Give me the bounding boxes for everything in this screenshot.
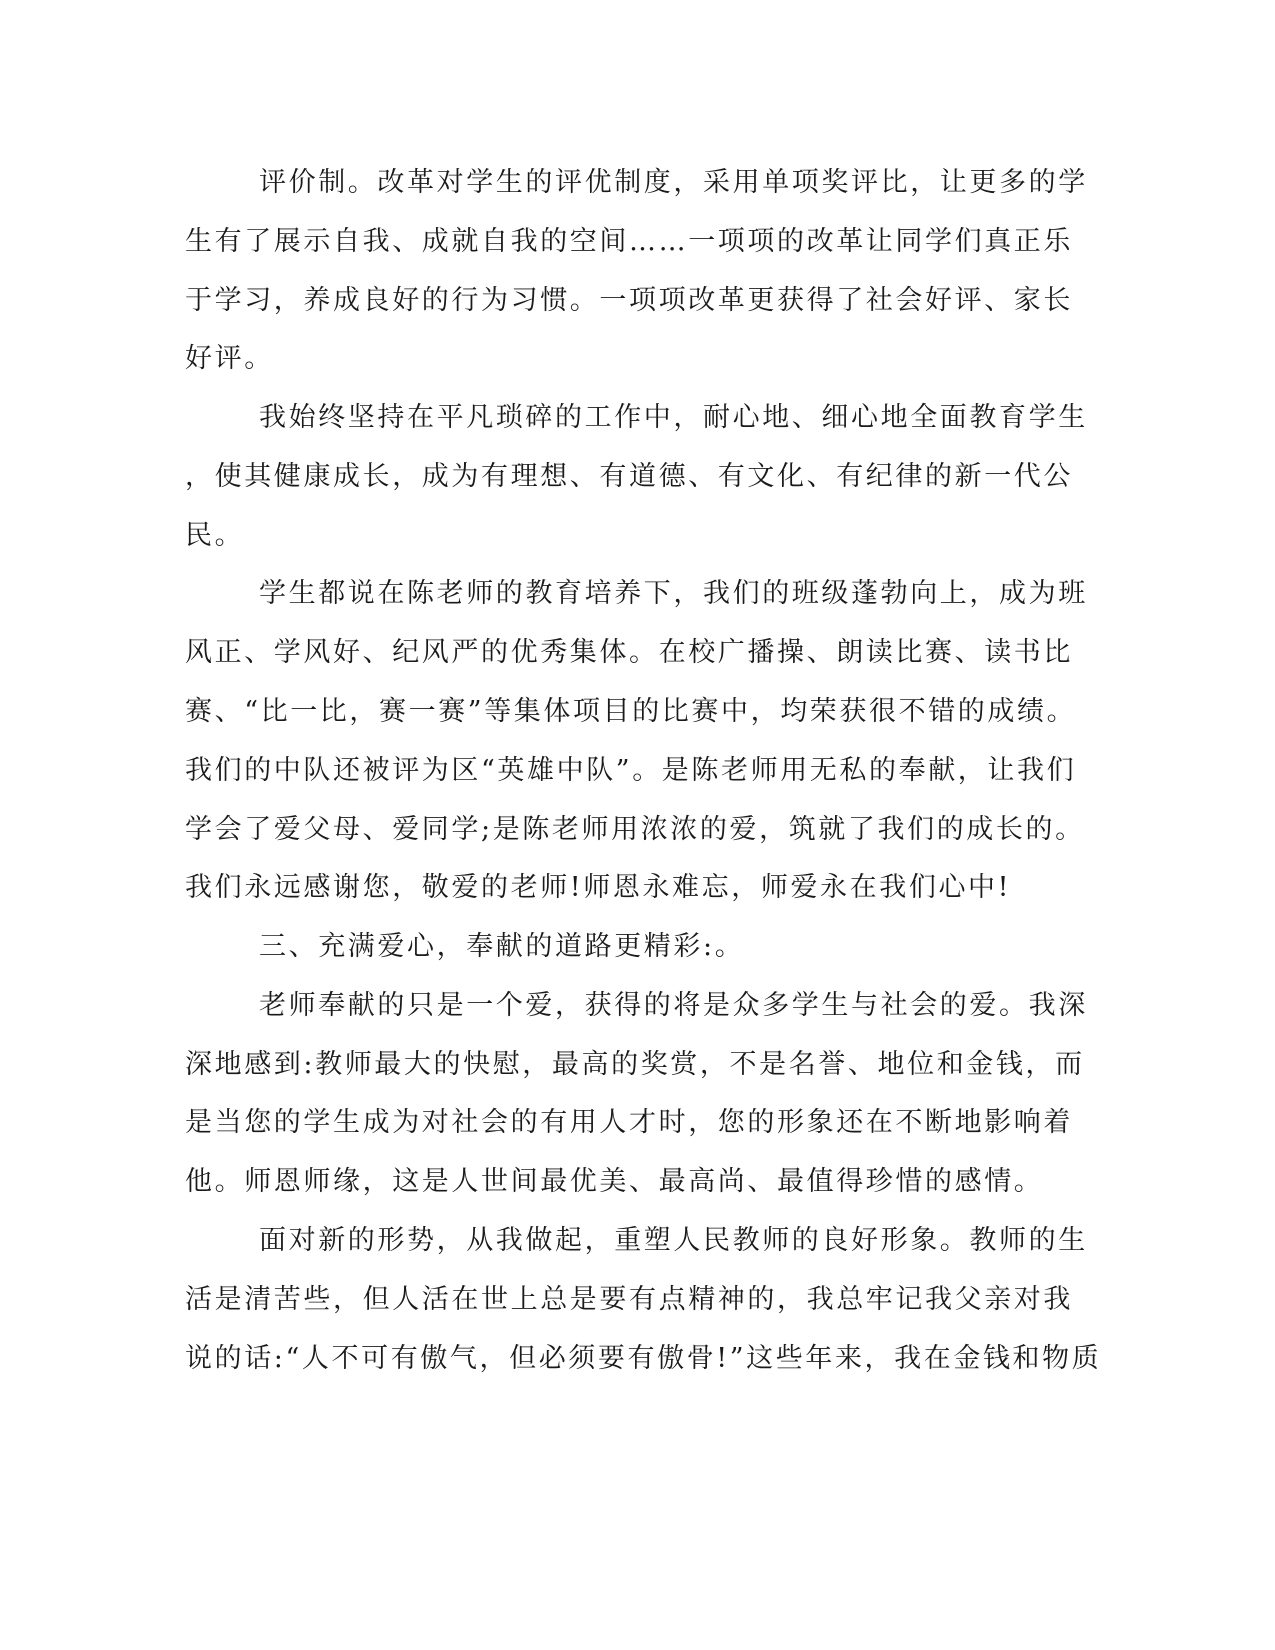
paragraph-line: ，使其健康成长，成为有理想、有道德、有文化、有纪律的新一代公 — [185, 461, 1073, 492]
paragraph-line: 我们的中队还被评为区“英雄中队”。是陈老师用无私的奉献，让我们 — [185, 755, 1077, 786]
paragraph-line: 民。 — [185, 520, 245, 551]
paragraph-line: 学会了爱父母、爱同学;是陈老师用浓浓的爱，筑就了我们的成长的。 — [185, 814, 1085, 845]
paragraph-line: 深地感到:教师最大的快慰，最高的奖赏，不是名誉、地位和金钱，而 — [185, 1049, 1085, 1080]
paragraph-line: 我们永远感谢您，敬爱的老师!师恩永难忘，师爱永在我们心中! — [185, 872, 1012, 903]
paragraph-line: 老师奉献的只是一个爱，获得的将是众多学生与社会的爱。我深 — [259, 990, 1088, 1021]
paragraph-line: 面对新的形势，从我做起，重塑人民教师的良好形象。教师的生 — [259, 1225, 1088, 1256]
paragraph-line: 我始终坚持在平凡琐碎的工作中，耐心地、细心地全面教育学生 — [259, 402, 1088, 433]
paragraph-line: 他。师恩师缘，这是人世间最优美、最高尚、最值得珍惜的感情。 — [185, 1166, 1044, 1197]
paragraph-line: 于学习，养成良好的行为习惯。一项项改革更获得了社会好评、家长 — [185, 285, 1073, 316]
paragraph-line: 好评。 — [185, 343, 274, 374]
paragraph-line: 赛、“比一比，赛一赛”等集体项目的比赛中，均荣获很不错的成绩。 — [185, 696, 1077, 727]
paragraph-line: 活是清苦些，但人活在世上总是要有点精神的，我总牢记我父亲对我 — [185, 1284, 1073, 1315]
paragraph-line: 是当您的学生成为对社会的有用人才时，您的形象还在不断地影响着 — [185, 1107, 1073, 1138]
paragraph-line: 说的话:“人不可有傲气，但必须要有傲骨!”这些年来，我在金钱和物质 — [185, 1343, 1102, 1374]
section-heading: 三、充满爱心，奉献的道路更精彩:。 — [259, 931, 745, 962]
paragraph-line: 评价制。改革对学生的评优制度，采用单项奖评比，让更多的学 — [259, 167, 1088, 198]
paragraph-line: 风正、学风好、纪风严的优秀集体。在校广播操、朗读比赛、读书比 — [185, 637, 1073, 668]
paragraph-line: 学生都说在陈老师的教育培养下，我们的班级蓬勃向上，成为班 — [259, 578, 1088, 609]
paragraph-line: 生有了展示自我、成就自我的空间……一项项的改革让同学们真正乐 — [185, 226, 1073, 257]
